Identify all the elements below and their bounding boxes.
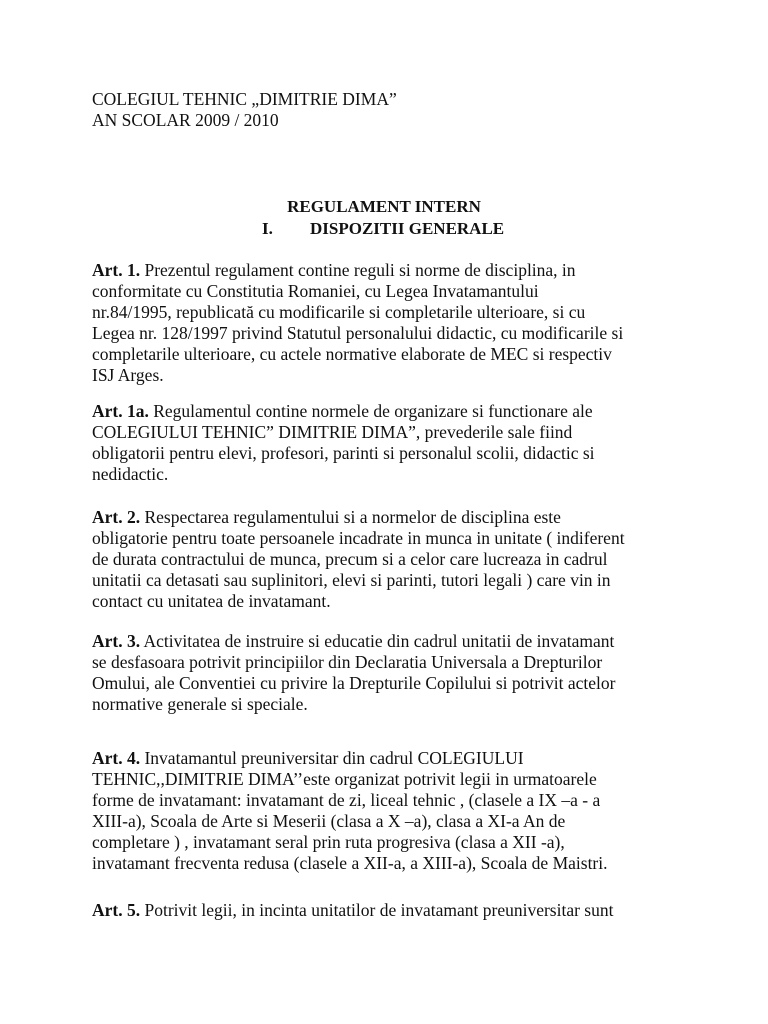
article-line: completarile ulterioare, cu actele normative elaborate de MEC si respectiv [92, 344, 612, 364]
article-line: ISJ Arges. [92, 365, 164, 385]
article-line [92, 631, 702, 652]
article-text: Respectarea regulamentului si a normelor de disciplina este [140, 507, 561, 527]
article-line [92, 401, 702, 422]
article-line: obligatorii pentru elevi, profesori, parinti si personalul scolii, didactic si [92, 443, 595, 463]
article-line: COLEGIULUI TEHNIC” DIMITRIE DIMA”, prevederile sale fiind [92, 422, 573, 442]
article-text: Activitatea de instruire si educatie din cadrul unitatii de invatamant [140, 631, 615, 651]
article-label: Art. 1a. [92, 401, 149, 421]
article-line: obligatorie pentru toate persoanele incadrate in munca in unitate ( indiferent [92, 528, 625, 548]
article-2 [92, 507, 702, 612]
document-title: REGULAMENT INTERN [287, 197, 481, 216]
article-line: nr.84/1995, republicată cu modificarile si completarile ulterioare, si cu [92, 302, 586, 322]
article-line: forme de invatamant: invatamant de zi, liceal tehnic , (clasele a IX –a - a [92, 790, 601, 810]
article-text: Invatamantul preuniversitar din cadrul COLEGIULUI [140, 748, 524, 768]
article-line: Legea nr. 128/1997 privind Statutul personalului didactic, cu modificarile si [92, 323, 624, 343]
article-line [92, 900, 702, 921]
article-text: Regulamentul contine normele de organizare si functionare ale [148, 401, 593, 421]
article-label: Art. 5. [92, 900, 141, 920]
article-line [92, 507, 702, 528]
article-line: XIII-a), Scoala de Arte si Meserii (clasa a X –a), clasa a XI-a An de [92, 811, 566, 831]
article-3 [92, 631, 702, 715]
article-text: Potrivit legii, in incinta unitatilor de invatamant preuniversitar sunt [140, 900, 614, 920]
article-line: normative generale si speciale. [92, 694, 308, 714]
article-line [92, 748, 702, 769]
section-heading [262, 218, 504, 240]
article-text: Prezentul regulament contine reguli si norme de disciplina, in [140, 260, 576, 280]
article-1 [92, 260, 702, 386]
article-line: se desfasoara potrivit principiilor din Declaratia Universala a Drepturilor [92, 652, 603, 672]
article-5 [92, 900, 702, 921]
article-label: Art. 4. [92, 748, 141, 768]
article-line: unitatii ca detasati sau suplinitori, elevi si parinti, tutori legali ) care vin in [92, 570, 611, 590]
section-number: I. [262, 219, 273, 238]
article-line: de durata contractului de munca, precum si a celor care lucreaza in cadrul [92, 549, 608, 569]
section-title: DISPOZITII GENERALE [310, 219, 505, 238]
school-name: COLEGIUL TEHNIC „DIMITRIE DIMA” [92, 89, 397, 109]
article-line: conformitate cu Constitutia Romaniei, cu Legea Invatamantului [92, 281, 539, 301]
article-line: Omului, ale Conventiei cu privire la Drepturile Copilului si potrivit actelor [92, 673, 616, 693]
article-4 [92, 748, 702, 874]
article-line: nedidactic. [92, 464, 169, 484]
article-line: TEHNIC,,DIMITRIE DIMA’’este organizat potrivit legii in urmatoarele [92, 769, 597, 789]
article-1a [92, 401, 702, 485]
article-label: Art. 2. [92, 507, 141, 527]
article-line: contact cu unitatea de invatamant. [92, 591, 331, 611]
article-label: Art. 3. [92, 631, 141, 651]
article-line [92, 260, 702, 281]
article-label: Art. 1. [92, 260, 141, 280]
article-line: completare ) , invatamant seral prin ruta progresiva (clasa a XII -a), [92, 832, 565, 852]
article-line: invatamant frecventa redusa (clasele a XII-a, a XIII-a), Scoala de Maistri. [92, 853, 608, 873]
school-year: AN SCOLAR 2009 / 2010 [92, 110, 279, 130]
